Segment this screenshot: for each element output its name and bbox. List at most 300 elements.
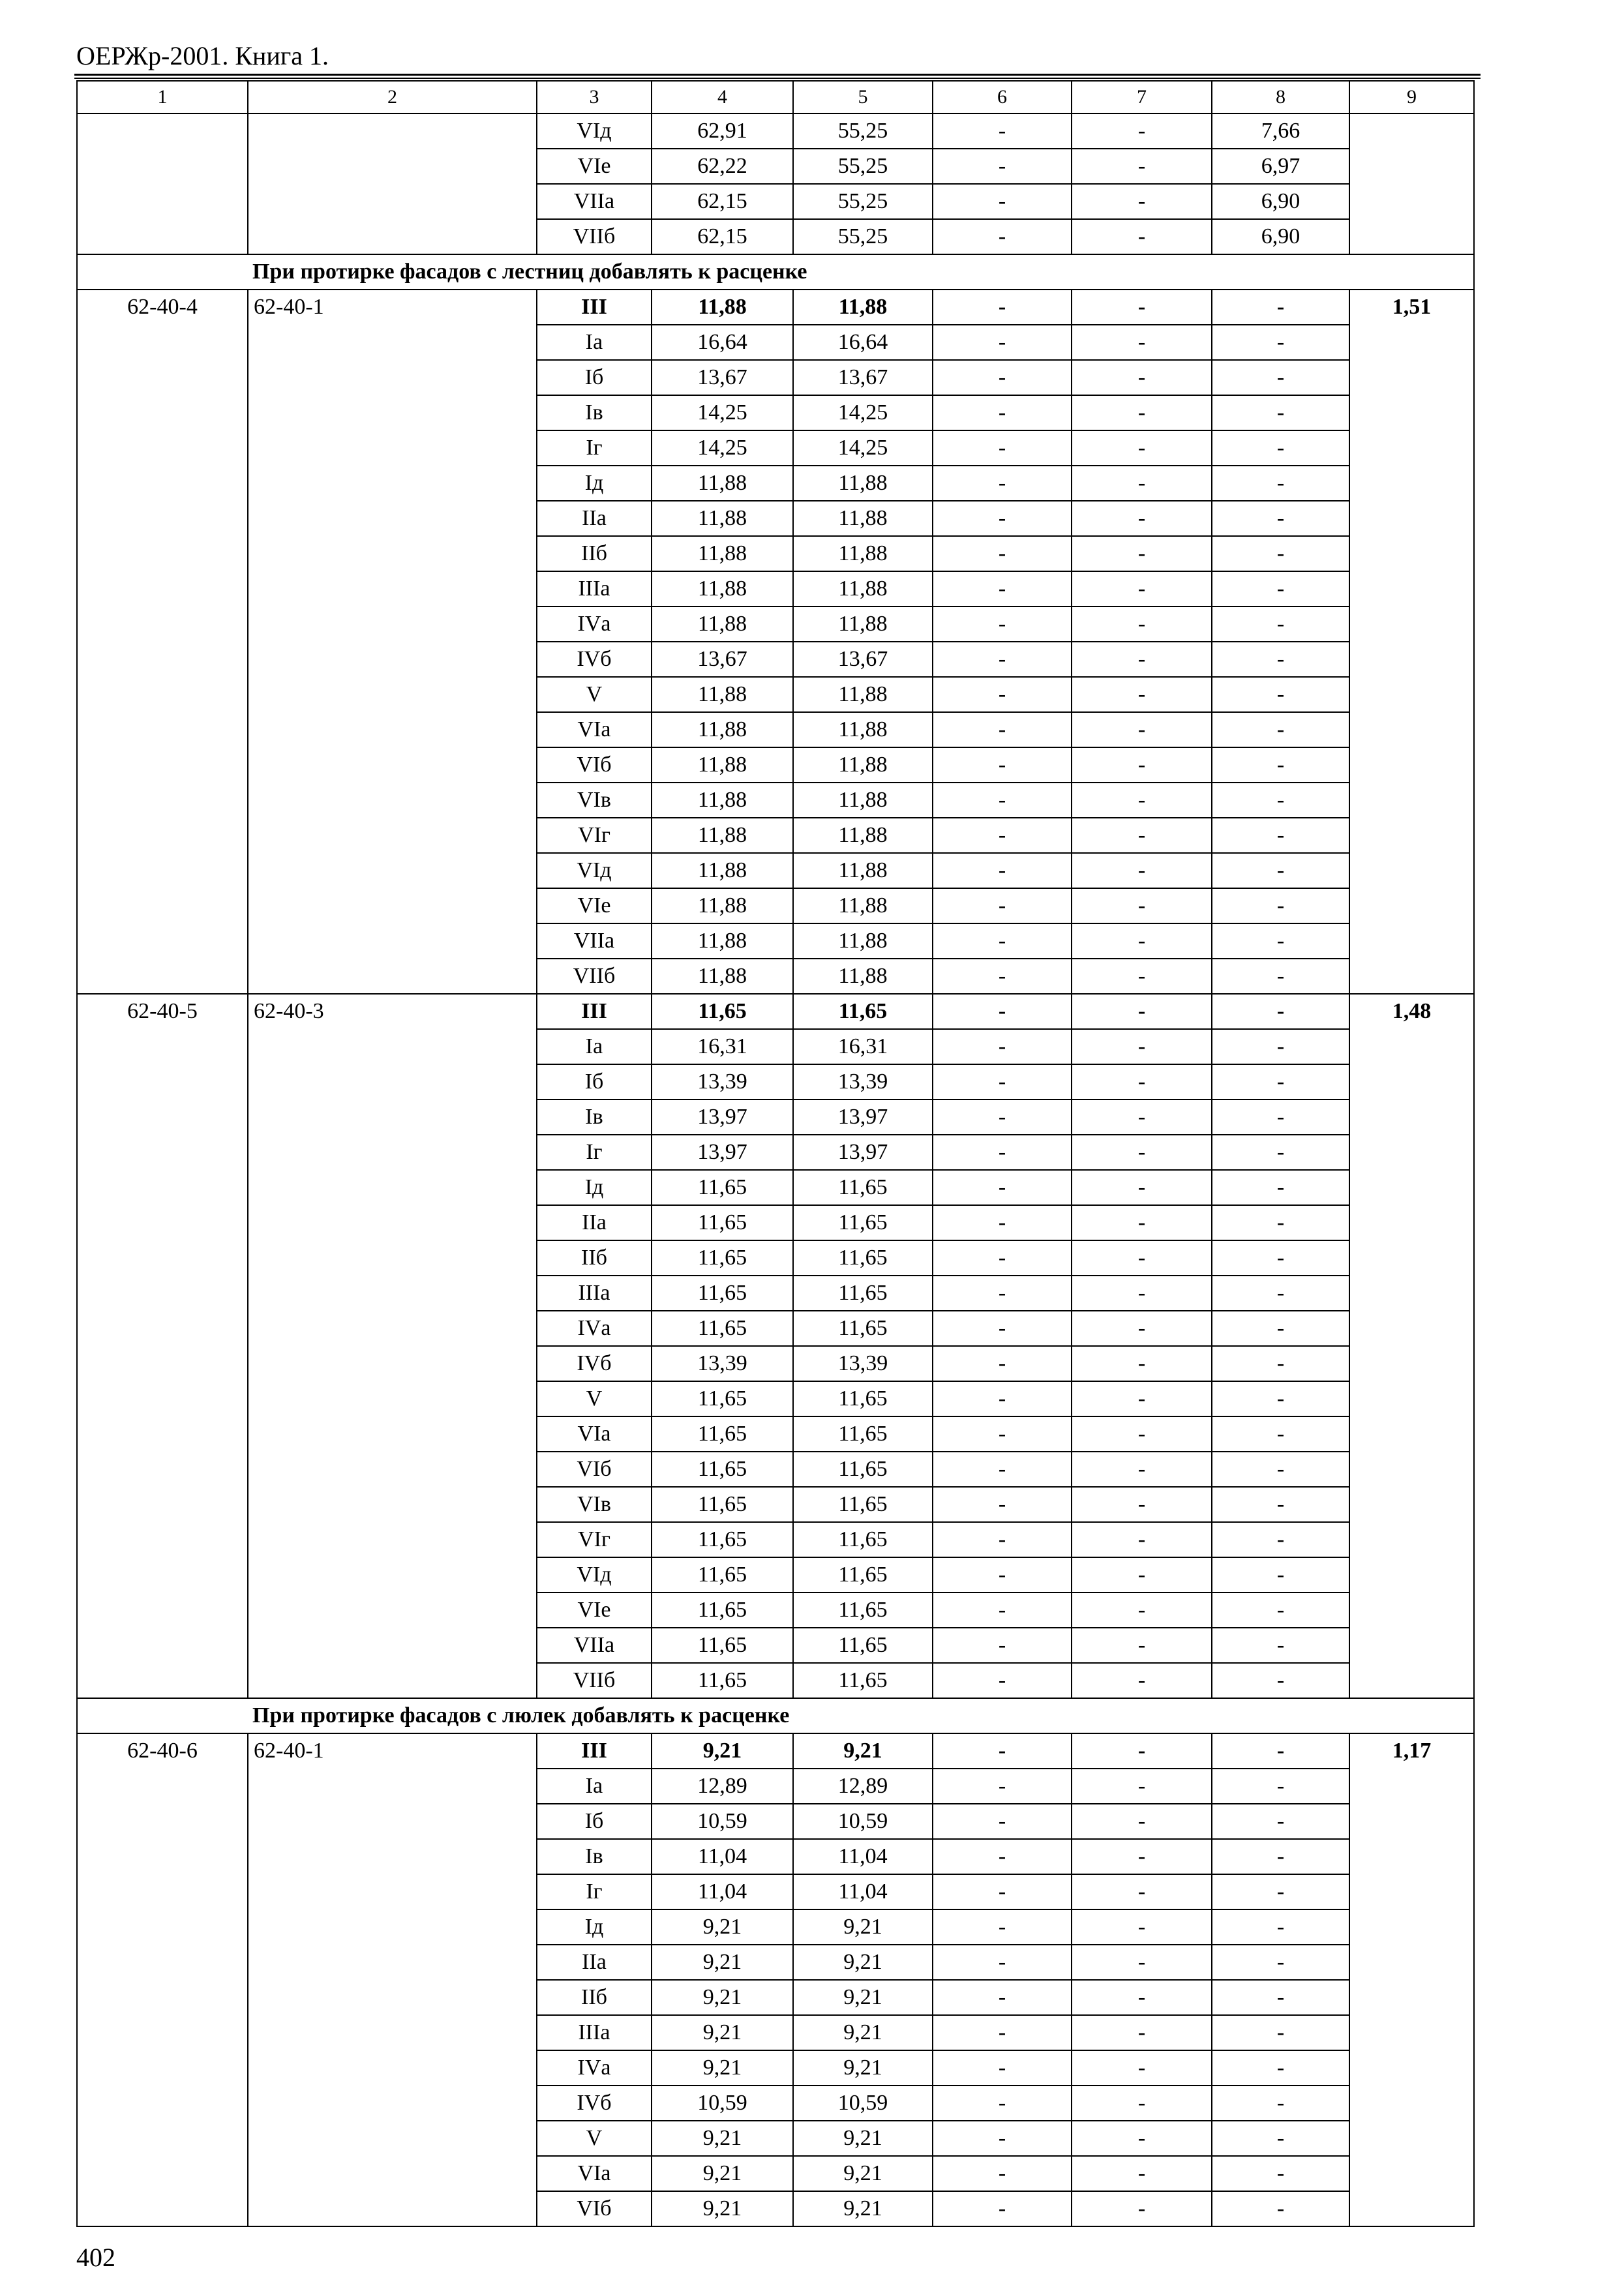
driver-wages-cell: - (1072, 466, 1212, 501)
wages-cell: 11,88 (793, 712, 933, 747)
wages-cell: 11,88 (793, 466, 933, 501)
zone-cell: Iг (537, 1874, 652, 1909)
materials-cell: - (1212, 2086, 1349, 2121)
zone-cell: VIб (537, 747, 652, 783)
driver-wages-cell: - (1072, 1416, 1212, 1452)
machine-cost-cell: - (933, 1135, 1072, 1170)
wages-cell: 16,31 (793, 1029, 933, 1064)
zone-cell: VIд (537, 853, 652, 888)
machine-cost-cell: - (933, 1100, 1072, 1135)
driver-wages-cell: - (1072, 712, 1212, 747)
driver-wages-cell: - (1072, 1276, 1212, 1311)
wages-cell: 11,04 (793, 1874, 933, 1909)
driver-wages-cell: - (1072, 2191, 1212, 2226)
base-rate-cell: 62-40-1 (248, 1733, 537, 2226)
driver-wages-cell: - (1072, 959, 1212, 994)
materials-cell: - (1212, 290, 1349, 325)
machine-cost-cell: - (933, 1452, 1072, 1487)
wages-cell: 9,21 (793, 1733, 933, 1769)
machine-cost-cell: - (933, 994, 1072, 1029)
materials-cell: - (1212, 1170, 1349, 1205)
driver-wages-cell: - (1072, 1663, 1212, 1698)
driver-wages-cell: - (1072, 1487, 1212, 1522)
materials-cell: - (1212, 1100, 1349, 1135)
machine-cost-cell: - (933, 2156, 1072, 2191)
total-cost-cell: 11,88 (652, 923, 793, 959)
materials-cell: - (1212, 536, 1349, 571)
machine-cost-cell: - (933, 395, 1072, 430)
materials-cell: - (1212, 501, 1349, 536)
zone-cell: III (537, 290, 652, 325)
wages-cell: 9,21 (793, 2156, 933, 2191)
base-rate-cell (248, 113, 537, 254)
machine-cost-cell: - (933, 1311, 1072, 1346)
column-number-cell: 3 (537, 81, 652, 113)
wages-cell: 11,65 (793, 1276, 933, 1311)
driver-wages-cell: - (1072, 184, 1212, 219)
materials-cell: - (1212, 1135, 1349, 1170)
driver-wages-cell: - (1072, 1557, 1212, 1593)
machine-cost-cell: - (933, 113, 1072, 149)
wages-cell: 9,21 (793, 1909, 933, 1945)
rates-table (76, 80, 1475, 2227)
wages-cell: 11,88 (793, 606, 933, 642)
total-cost-cell: 11,88 (652, 888, 793, 923)
materials-cell: - (1212, 606, 1349, 642)
total-cost-cell: 11,65 (652, 1381, 793, 1416)
total-cost-cell: 11,88 (652, 536, 793, 571)
rate-code-cell: 62-40-4 (77, 290, 248, 994)
materials-cell: - (1212, 642, 1349, 677)
materials-cell: - (1212, 994, 1349, 1029)
materials-cell: - (1212, 1346, 1349, 1381)
total-cost-cell: 11,04 (652, 1874, 793, 1909)
zone-cell: Iб (537, 360, 652, 395)
driver-wages-cell: - (1072, 1064, 1212, 1100)
wages-cell: 10,59 (793, 2086, 933, 2121)
zone-cell: IVб (537, 1346, 652, 1381)
total-cost-cell: 11,65 (652, 1416, 793, 1452)
zone-cell: IIIа (537, 571, 652, 606)
table-row (77, 290, 1474, 325)
zone-cell: Iд (537, 1170, 652, 1205)
zone-cell: VIIа (537, 1628, 652, 1663)
machine-cost-cell: - (933, 1064, 1072, 1100)
wages-cell: 9,21 (793, 2121, 933, 2156)
materials-cell: - (1212, 677, 1349, 712)
materials-cell: - (1212, 923, 1349, 959)
wages-cell: 10,59 (793, 1804, 933, 1839)
machine-cost-cell: - (933, 184, 1072, 219)
zone-cell: V (537, 1381, 652, 1416)
machine-cost-cell: - (933, 1769, 1072, 1804)
wages-cell: 11,88 (793, 853, 933, 888)
machine-cost-cell: - (933, 360, 1072, 395)
zone-cell: IIа (537, 1205, 652, 1240)
materials-cell: - (1212, 1487, 1349, 1522)
driver-wages-cell: - (1072, 642, 1212, 677)
driver-wages-cell: - (1072, 1874, 1212, 1909)
materials-cell: - (1212, 1593, 1349, 1628)
table-row (77, 113, 1474, 149)
wages-cell: 11,88 (793, 783, 933, 818)
wages-cell: 9,21 (793, 2191, 933, 2226)
machine-cost-cell: - (933, 642, 1072, 677)
materials-cell: - (1212, 2121, 1349, 2156)
zone-cell: VIв (537, 1487, 652, 1522)
total-cost-cell: 62,91 (652, 113, 793, 149)
driver-wages-cell: - (1072, 1522, 1212, 1557)
machine-cost-cell: - (933, 712, 1072, 747)
zone-cell: Iб (537, 1064, 652, 1100)
machine-cost-cell: - (933, 1487, 1072, 1522)
machine-cost-cell: - (933, 1628, 1072, 1663)
materials-cell: - (1212, 325, 1349, 360)
materials-cell: - (1212, 959, 1349, 994)
driver-wages-cell: - (1072, 677, 1212, 712)
labor-cost-cell: 1,17 (1349, 1733, 1474, 2226)
total-cost-cell: 10,59 (652, 1804, 793, 1839)
driver-wages-cell: - (1072, 149, 1212, 184)
column-number-cell: 9 (1349, 81, 1474, 113)
machine-cost-cell: - (933, 2015, 1072, 2050)
materials-cell: 6,90 (1212, 184, 1349, 219)
total-cost-cell: 10,59 (652, 2086, 793, 2121)
total-cost-cell: 11,88 (652, 747, 793, 783)
total-cost-cell: 11,65 (652, 1593, 793, 1628)
wages-cell: 12,89 (793, 1769, 933, 1804)
total-cost-cell: 13,67 (652, 360, 793, 395)
page-number: 402 (76, 2243, 115, 2272)
zone-cell: IIб (537, 1980, 652, 2015)
driver-wages-cell: - (1072, 1029, 1212, 1064)
materials-cell: 6,97 (1212, 149, 1349, 184)
machine-cost-cell: - (933, 325, 1072, 360)
base-rate-cell: 62-40-1 (248, 290, 537, 994)
column-number-cell: 6 (933, 81, 1072, 113)
driver-wages-cell: - (1072, 1980, 1212, 2015)
driver-wages-cell: - (1072, 1733, 1212, 1769)
wages-cell: 16,64 (793, 325, 933, 360)
materials-cell: - (1212, 888, 1349, 923)
wages-cell: 11,65 (793, 1452, 933, 1487)
zone-cell: VIа (537, 712, 652, 747)
zone-cell: IVа (537, 606, 652, 642)
zone-cell: V (537, 2121, 652, 2156)
materials-cell: - (1212, 1276, 1349, 1311)
wages-cell: 13,97 (793, 1135, 933, 1170)
materials-cell: 6,90 (1212, 219, 1349, 254)
materials-cell: - (1212, 853, 1349, 888)
wages-cell: 11,88 (793, 818, 933, 853)
materials-cell: - (1212, 2156, 1349, 2191)
materials-cell: - (1212, 1839, 1349, 1874)
wages-cell: 9,21 (793, 1945, 933, 1980)
driver-wages-cell: - (1072, 994, 1212, 1029)
wages-cell: 11,65 (793, 1522, 933, 1557)
machine-cost-cell: - (933, 1416, 1072, 1452)
driver-wages-cell: - (1072, 747, 1212, 783)
driver-wages-cell: - (1072, 1839, 1212, 1874)
document-header: ОЕРЖр-2001. Книга 1. (76, 41, 329, 70)
total-cost-cell: 11,65 (652, 1663, 793, 1698)
machine-cost-cell: - (933, 923, 1072, 959)
total-cost-cell: 9,21 (652, 1909, 793, 1945)
total-cost-cell: 11,65 (652, 1452, 793, 1487)
column-number-cell: 7 (1072, 81, 1212, 113)
machine-cost-cell: - (933, 501, 1072, 536)
total-cost-cell: 11,65 (652, 1276, 793, 1311)
total-cost-cell: 11,88 (652, 466, 793, 501)
wages-cell: 11,88 (793, 888, 933, 923)
total-cost-cell: 11,65 (652, 1487, 793, 1522)
total-cost-cell: 11,88 (652, 818, 793, 853)
wages-cell: 11,88 (793, 959, 933, 994)
zone-cell: VIе (537, 1593, 652, 1628)
wages-cell: 11,65 (793, 1416, 933, 1452)
wages-cell: 11,88 (793, 536, 933, 571)
driver-wages-cell: - (1072, 536, 1212, 571)
driver-wages-cell: - (1072, 395, 1212, 430)
machine-cost-cell: - (933, 783, 1072, 818)
zone-cell: Iд (537, 1909, 652, 1945)
zone-cell: VIIа (537, 923, 652, 959)
materials-cell: - (1212, 1416, 1349, 1452)
materials-cell: - (1212, 360, 1349, 395)
machine-cost-cell: - (933, 1804, 1072, 1839)
base-rate-cell: 62-40-3 (248, 994, 537, 1698)
wages-cell: 11,65 (793, 1311, 933, 1346)
wages-cell: 11,65 (793, 1381, 933, 1416)
zone-cell: Iд (537, 466, 652, 501)
machine-cost-cell: - (933, 219, 1072, 254)
table-row (77, 1733, 1474, 1769)
driver-wages-cell: - (1072, 1346, 1212, 1381)
total-cost-cell: 14,25 (652, 395, 793, 430)
materials-cell: - (1212, 1874, 1349, 1909)
driver-wages-cell: - (1072, 923, 1212, 959)
wages-cell: 11,65 (793, 1593, 933, 1628)
wages-cell: 11,65 (793, 1557, 933, 1593)
materials-cell: - (1212, 783, 1349, 818)
total-cost-cell: 13,97 (652, 1135, 793, 1170)
materials-cell: - (1212, 466, 1349, 501)
zone-cell: III (537, 994, 652, 1029)
driver-wages-cell: - (1072, 113, 1212, 149)
wages-cell: 9,21 (793, 1980, 933, 2015)
total-cost-cell: 9,21 (652, 1945, 793, 1980)
driver-wages-cell: - (1072, 888, 1212, 923)
total-cost-cell: 14,25 (652, 430, 793, 466)
driver-wages-cell: - (1072, 1452, 1212, 1487)
materials-cell: - (1212, 1804, 1349, 1839)
total-cost-cell: 9,21 (652, 2121, 793, 2156)
section-note: При протирке фасадов с лестниц добавлять к расценке (77, 254, 1474, 290)
zone-cell: Iг (537, 1135, 652, 1170)
wages-cell: 13,97 (793, 1100, 933, 1135)
materials-cell: - (1212, 1452, 1349, 1487)
machine-cost-cell: - (933, 1909, 1072, 1945)
wages-cell: 55,25 (793, 113, 933, 149)
wages-cell: 13,67 (793, 642, 933, 677)
zone-cell: V (537, 677, 652, 712)
zone-cell: VIв (537, 783, 652, 818)
wages-cell: 11,88 (793, 571, 933, 606)
machine-cost-cell: - (933, 1874, 1072, 1909)
total-cost-cell: 9,21 (652, 2156, 793, 2191)
total-cost-cell: 16,31 (652, 1029, 793, 1064)
wages-cell: 11,88 (793, 677, 933, 712)
wages-cell: 11,65 (793, 1663, 933, 1698)
machine-cost-cell: - (933, 853, 1072, 888)
machine-cost-cell: - (933, 747, 1072, 783)
driver-wages-cell: - (1072, 2086, 1212, 2121)
driver-wages-cell: - (1072, 783, 1212, 818)
machine-cost-cell: - (933, 430, 1072, 466)
driver-wages-cell: - (1072, 606, 1212, 642)
total-cost-cell: 9,21 (652, 1980, 793, 2015)
machine-cost-cell: - (933, 466, 1072, 501)
machine-cost-cell: - (933, 571, 1072, 606)
total-cost-cell: 11,88 (652, 606, 793, 642)
driver-wages-cell: - (1072, 325, 1212, 360)
zone-cell: IVа (537, 1311, 652, 1346)
total-cost-cell: 11,88 (652, 677, 793, 712)
materials-cell: - (1212, 1733, 1349, 1769)
driver-wages-cell: - (1072, 2015, 1212, 2050)
materials-cell: - (1212, 430, 1349, 466)
machine-cost-cell: - (933, 1663, 1072, 1698)
zone-cell: IIа (537, 501, 652, 536)
machine-cost-cell: - (933, 2050, 1072, 2086)
materials-cell: - (1212, 1522, 1349, 1557)
driver-wages-cell: - (1072, 1628, 1212, 1663)
column-number-row (77, 81, 1474, 113)
total-cost-cell: 16,64 (652, 325, 793, 360)
machine-cost-cell: - (933, 1381, 1072, 1416)
materials-cell: - (1212, 1769, 1349, 1804)
machine-cost-cell: - (933, 677, 1072, 712)
rate-code-cell (77, 113, 248, 254)
zone-cell: Iв (537, 395, 652, 430)
zone-cell: VIе (537, 149, 652, 184)
driver-wages-cell: - (1072, 290, 1212, 325)
materials-cell: - (1212, 1240, 1349, 1276)
total-cost-cell: 11,88 (652, 290, 793, 325)
zone-cell: Iг (537, 430, 652, 466)
driver-wages-cell: - (1072, 818, 1212, 853)
total-cost-cell: 11,65 (652, 1628, 793, 1663)
driver-wages-cell: - (1072, 853, 1212, 888)
driver-wages-cell: - (1072, 1170, 1212, 1205)
wages-cell: 13,39 (793, 1064, 933, 1100)
section-note: При протирке фасадов с люлек добавлять к расценке (77, 1698, 1474, 1733)
total-cost-cell: 13,39 (652, 1064, 793, 1100)
machine-cost-cell: - (933, 290, 1072, 325)
labor-cost-cell: 1,48 (1349, 994, 1474, 1698)
zone-cell: VIг (537, 1522, 652, 1557)
wages-cell: 55,25 (793, 184, 933, 219)
zone-cell: IIб (537, 1240, 652, 1276)
total-cost-cell: 11,65 (652, 994, 793, 1029)
column-number-cell: 5 (793, 81, 933, 113)
section-note-row (77, 254, 1474, 290)
machine-cost-cell: - (933, 149, 1072, 184)
wages-cell: 11,88 (793, 923, 933, 959)
machine-cost-cell: - (933, 1839, 1072, 1874)
column-number-cell: 1 (77, 81, 248, 113)
machine-cost-cell: - (933, 1593, 1072, 1628)
driver-wages-cell: - (1072, 571, 1212, 606)
machine-cost-cell: - (933, 1170, 1072, 1205)
wages-cell: 14,25 (793, 395, 933, 430)
driver-wages-cell: - (1072, 430, 1212, 466)
materials-cell: - (1212, 2050, 1349, 2086)
table-row (77, 994, 1474, 1029)
total-cost-cell: 11,65 (652, 1557, 793, 1593)
wages-cell: 11,88 (793, 747, 933, 783)
machine-cost-cell: - (933, 2121, 1072, 2156)
total-cost-cell: 9,21 (652, 2015, 793, 2050)
wages-cell: 9,21 (793, 2050, 933, 2086)
materials-cell: - (1212, 2015, 1349, 2050)
zone-cell: Iа (537, 325, 652, 360)
machine-cost-cell: - (933, 1557, 1072, 1593)
materials-cell: - (1212, 2191, 1349, 2226)
materials-cell: - (1212, 395, 1349, 430)
machine-cost-cell: - (933, 536, 1072, 571)
total-cost-cell: 11,88 (652, 712, 793, 747)
zone-cell: IIа (537, 1945, 652, 1980)
zone-cell: Iв (537, 1100, 652, 1135)
driver-wages-cell: - (1072, 219, 1212, 254)
materials-cell: - (1212, 1663, 1349, 1698)
machine-cost-cell: - (933, 1029, 1072, 1064)
section-note-row (77, 1698, 1474, 1733)
driver-wages-cell: - (1072, 360, 1212, 395)
total-cost-cell: 11,88 (652, 501, 793, 536)
zone-cell: VIг (537, 818, 652, 853)
materials-cell: - (1212, 747, 1349, 783)
column-number-cell: 2 (248, 81, 537, 113)
header-rule (74, 74, 1481, 76)
zone-cell: VIIа (537, 184, 652, 219)
driver-wages-cell: - (1072, 1909, 1212, 1945)
wages-cell: 11,65 (793, 1487, 933, 1522)
total-cost-cell: 11,65 (652, 1170, 793, 1205)
zone-cell: VIIб (537, 959, 652, 994)
wages-cell: 11,65 (793, 994, 933, 1029)
total-cost-cell: 11,65 (652, 1311, 793, 1346)
zone-cell: Iа (537, 1769, 652, 1804)
total-cost-cell: 13,67 (652, 642, 793, 677)
driver-wages-cell: - (1072, 1804, 1212, 1839)
total-cost-cell: 11,88 (652, 959, 793, 994)
materials-cell: - (1212, 1557, 1349, 1593)
column-number-cell: 8 (1212, 81, 1349, 113)
machine-cost-cell: - (933, 2086, 1072, 2121)
wages-cell: 55,25 (793, 219, 933, 254)
zone-cell: VIд (537, 113, 652, 149)
machine-cost-cell: - (933, 606, 1072, 642)
materials-cell: - (1212, 1980, 1349, 2015)
driver-wages-cell: - (1072, 1381, 1212, 1416)
total-cost-cell: 11,88 (652, 783, 793, 818)
zone-cell: VIб (537, 2191, 652, 2226)
materials-cell: - (1212, 1064, 1349, 1100)
zone-cell: VIа (537, 2156, 652, 2191)
materials-cell: - (1212, 818, 1349, 853)
